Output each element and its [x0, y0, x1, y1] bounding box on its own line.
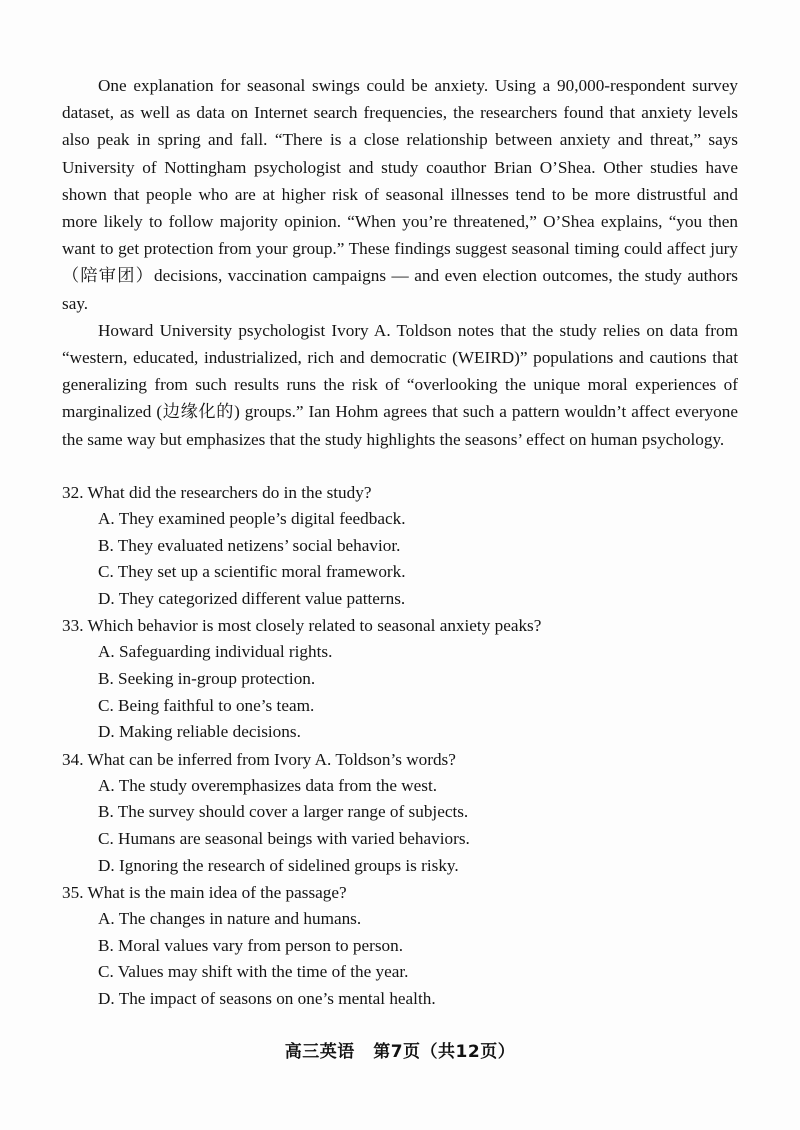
reading-passage: [62, 72, 738, 453]
answer-option: B. The survey should cover a larger range of subjects.: [98, 802, 469, 822]
question-list: [62, 479, 738, 1013]
answer-option: D. Making reliable decisions.: [98, 722, 301, 742]
answer-option: B. Seeking in-group protection.: [98, 668, 316, 688]
answer-option: D. The impact of seasons on one’s mental health.: [98, 988, 436, 1008]
passage-paragraph: Howard University psychologist Ivory A. Toldson notes that the study relies on data from “western, educated, industrialized, rich and democratic (WEIRD)” populations and cautions that generalizing from such results runs the risk of “overlooking the unique moral experiences of marginalized (边缘化的) groups.” Ian Hohm agrees that such a pattern wouldn’t affect everyone the same way but emphasizes that the study highlights the seasons’ effect on human psychology.: [62, 320, 738, 449]
page-footer: [0, 1037, 800, 1062]
answer-option: A. They examined people’s digital feedback.: [98, 509, 406, 528]
question-stem: 35. What is the main idea of the passage?: [62, 883, 347, 903]
answer-option: B. They evaluated netizens’ social behavior.: [98, 535, 401, 555]
page-number: 第7页（共12页）: [373, 1042, 516, 1062]
answer-option: D. Ignoring the research of sidelined groups is risky.: [98, 855, 459, 875]
answer-option: C. Humans are seasonal beings with varied behaviors.: [98, 828, 470, 848]
question-35: [62, 879, 738, 1012]
subject-label: 高三英语: [284, 1042, 355, 1062]
answer-option: C. Being faithful to one’s team.: [98, 695, 315, 715]
answer-option: D. They categorized different value patterns.: [98, 588, 406, 608]
question-stem: 32. What did the researchers do in the study?: [62, 483, 372, 502]
passage-paragraph: One explanation for seasonal swings could be anxiety. Using a 90,000-respondent survey dataset, as well as data on Internet search frequencies, the researchers found that anxiety levels also peak in spring and fall. “There is a close relationship between anxiety and threat,” says University of Nottingham psychologist and study coauthor Brian O’Shea. Other studies have shown that people who are at higher risk of seasonal illnesses tend to be more distrustful and more likely to follow majority opinion. “When you’re threatened,” O’Shea explains, “you then want to get protection from your group.” These findings suggest seasonal timing could affect jury（陪审团）decisions, vaccination campaigns — and even election outcomes, the study authors say.: [62, 76, 738, 313]
answer-option: A. The study overemphasizes data from the west.: [98, 775, 438, 795]
question-32: [62, 479, 738, 612]
answer-option: C. They set up a scientific moral framework.: [98, 562, 406, 582]
answer-option: A. Safeguarding individual rights.: [98, 642, 333, 662]
question-34: [62, 746, 738, 879]
question-33: [62, 612, 738, 745]
question-stem: 34. What can be inferred from Ivory A. Toldson’s words?: [62, 749, 456, 769]
answer-option: C. Values may shift with the time of the year.: [98, 962, 409, 982]
question-stem: 33. Which behavior is most closely related to seasonal anxiety peaks?: [62, 616, 542, 636]
answer-option: B. Moral values vary from person to person.: [98, 935, 404, 955]
answer-option: A. The changes in nature and humans.: [98, 909, 362, 929]
